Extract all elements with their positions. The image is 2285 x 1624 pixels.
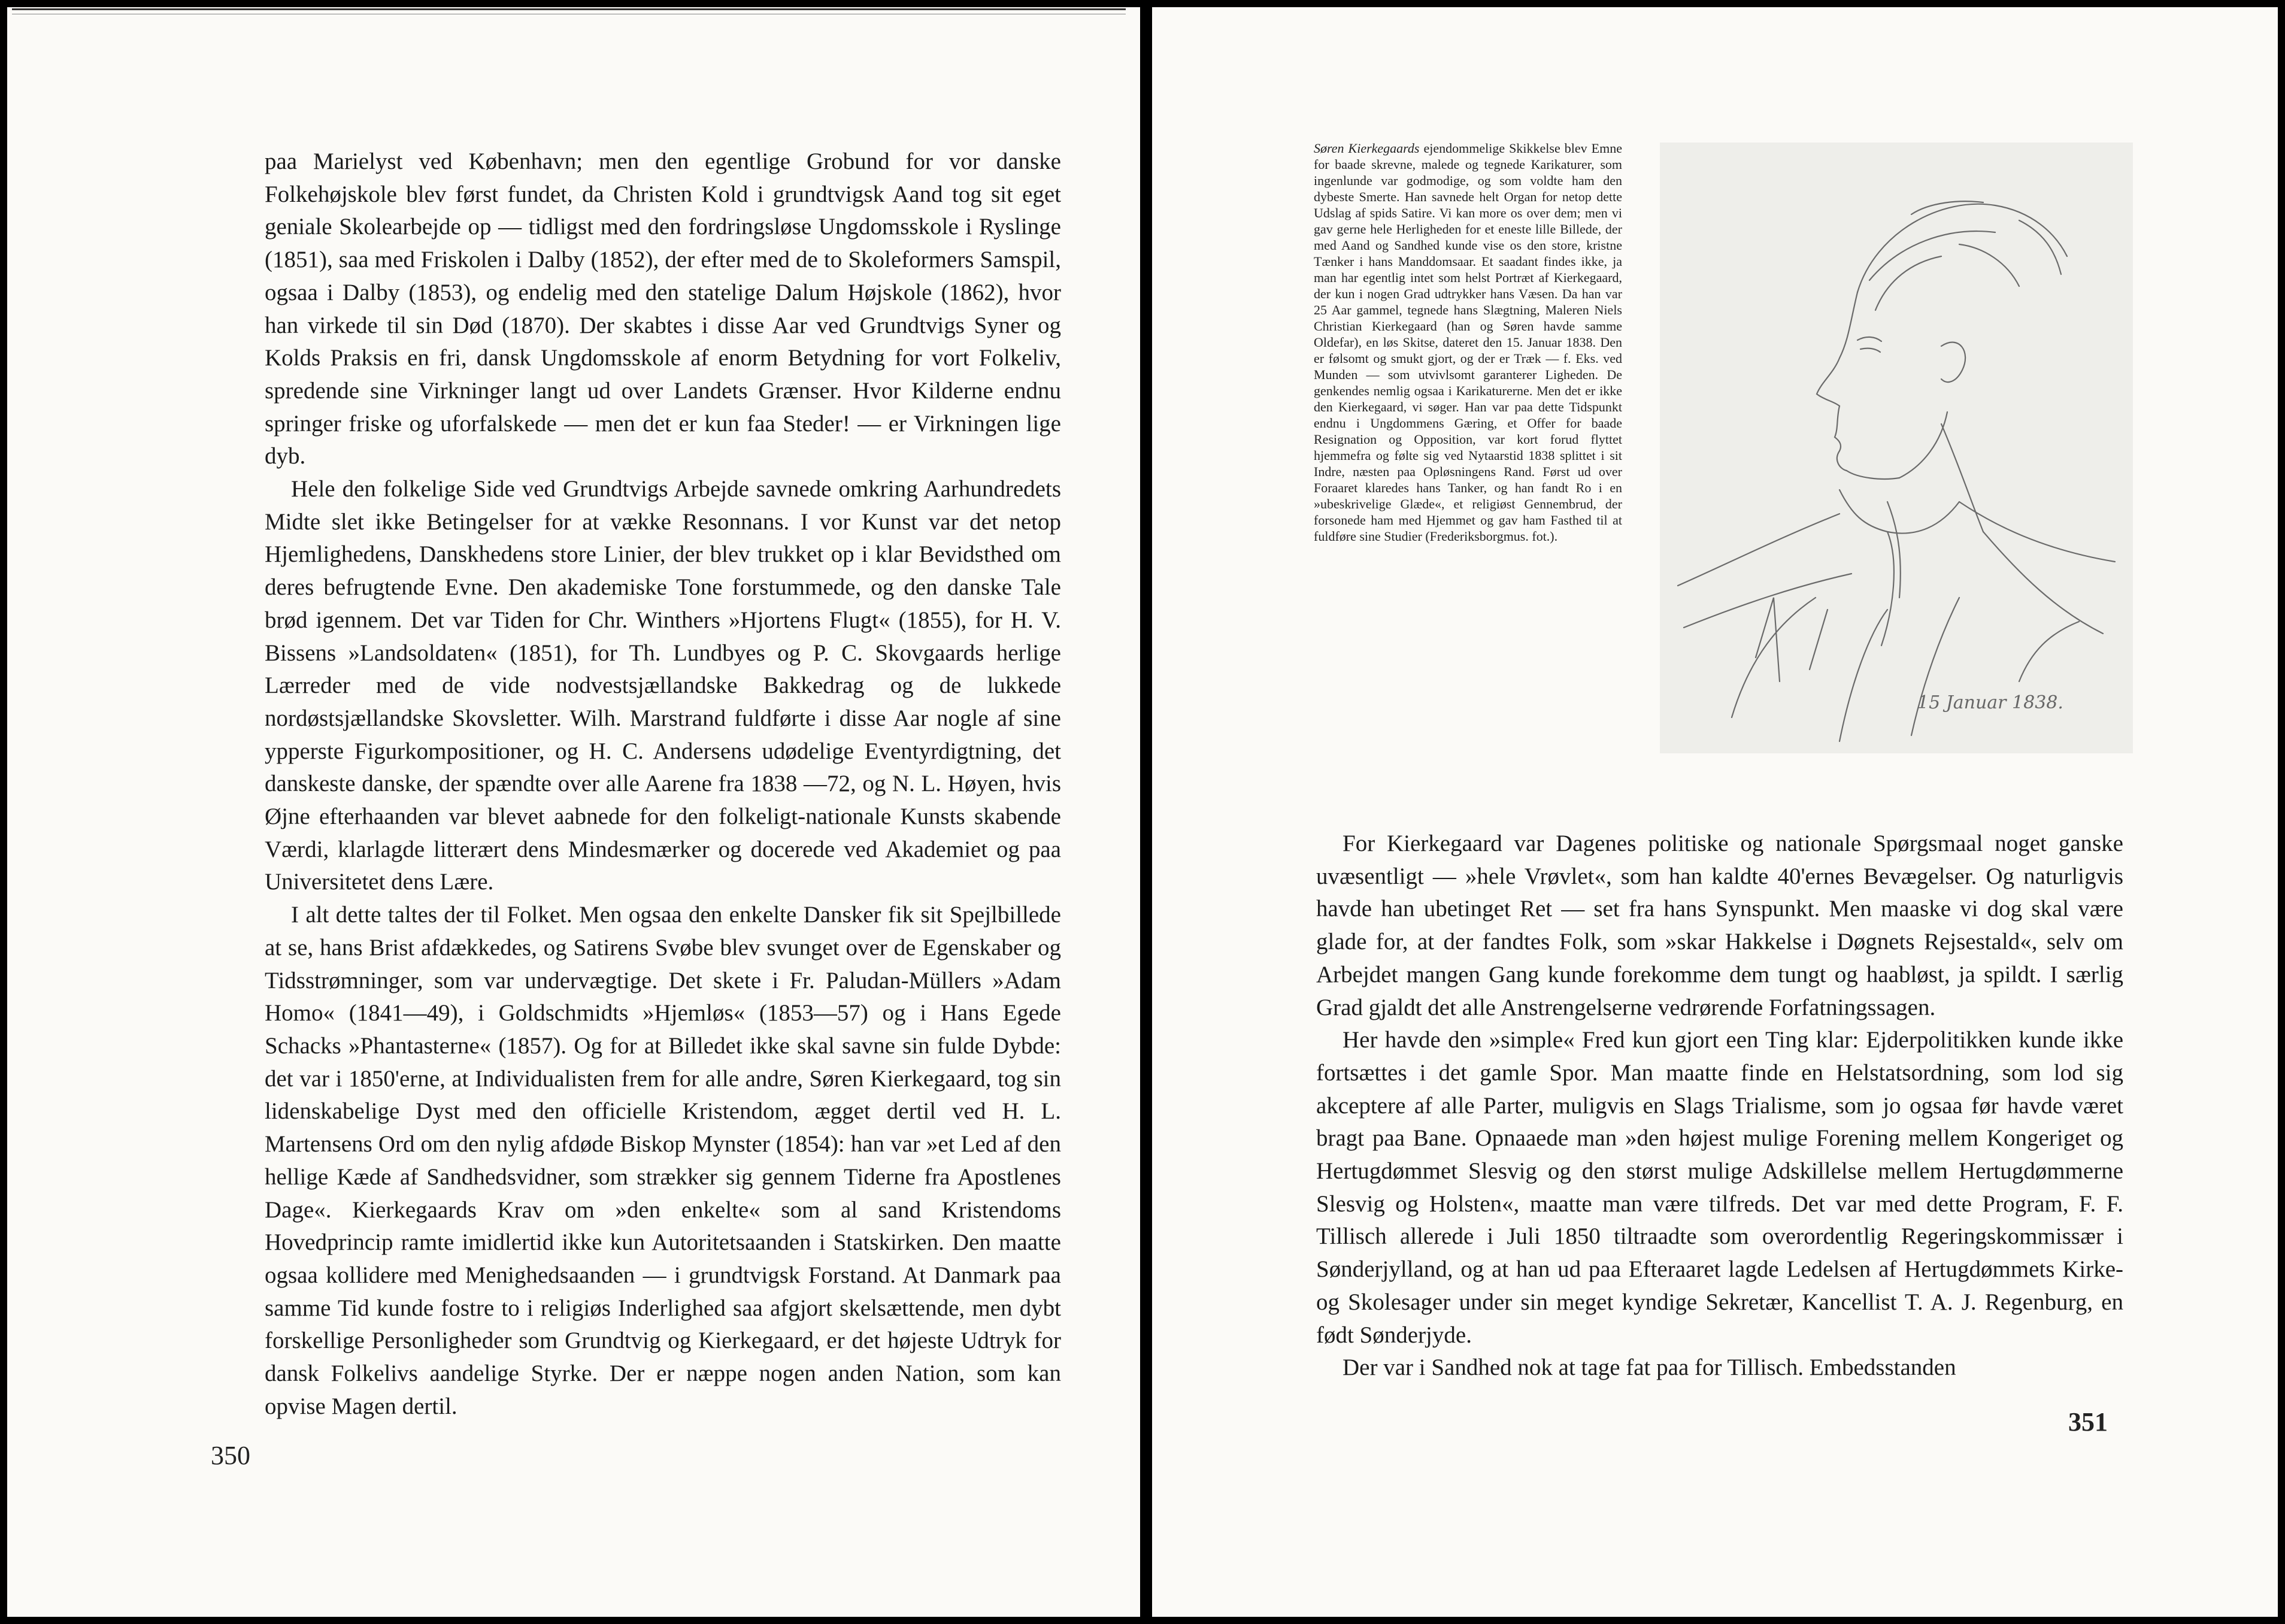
right-page (1152, 7, 2278, 1617)
paragraph: I alt dette taltes der til Folket. Men ogsaa den enkelte Dansker fik sit Spejlbillede at se, hans Brist afdækkedes, og Satirens Svøbe blev svunget over de Egenskaber og Tidsstrømninger, som var undervægtige. Det skete i Fr. Paludan-Müllers »Adam Homo« (1841—49), i Goldschmidts »Hjemløs« (1853—57) og i Hans Egede Schacks »Phantasterne« (1857). Og for at Billedet ikke skal savne sin fulde Dybde: det var i 1850'erne, at Individualisten frem for alle andre, Søren Kierkegaard, tog sin lidenskabelige Dyst med den officielle Kristendom, ægget dertil ved H. L. Martensens Ord om den nylig afdøde Biskop Mynster (1854): han var »et Led af den hellige Kæde af Sandhedsvidner, som strækker sig gennem Tiderne fra Apostlenes Dage«. Kierkegaards Krav om »den enkelte« som al sand Kristendoms Hovedprincip ramte imidlertid ikke kun Autoritetsaanden i Statskirken. Den maatte ogsaa kollidere med Menighedsaanden — i grundtvigsk Forstand. At Danmark paa samme Tid kunde fostre to i religiøs Inderlighed saa afgjort skelsættende, men dybt forskellige Personligheder som Grundtvig og Kierkegaard, er det højeste Udtryk for dansk Folkelivs aandelige Styrke. Der er næppe nogen anden Nation, som kan opvise Magen dertil. (265, 902, 1061, 1419)
paragraph: Der var i Sandhed nok at tage fat paa for Tillisch. Embedsstanden (1342, 1355, 1956, 1381)
book-gutter (1140, 0, 1152, 1624)
sketch-inscription: 15 Januar 1838. (1917, 692, 2063, 713)
kierkegaard-portrait-sketch (1660, 143, 2133, 753)
left-page (7, 7, 1140, 1617)
caption-name: Søren Kierkegaards (1314, 141, 1420, 156)
paragraph: paa Marielyst ved København; men den egentlige Grobund for vor danske Folkehøjskole blev først fundet, da Christen Kold i grundtvigsk Aand tog sit eget geniale Skolearbejde op — tidligst med den fordringsløse Ungdomsskole i Ryslinge (1851), saa med Friskolen i Dalby (1852), der efter med de to Skoleformers Samspil, ogsaa i Dalby (1853), og endelig med den statelige Dalum Højskole (1862), hvor han virkede til sin Død (1870). Der skabtes i disse Aar ved Grundtvigs Syner og Kolds Praksis en fri, dansk Ungdomsskole af enorm Betydning for vort Folkeliv, spredende sine Virkninger langt ud over Landets Grænser. Hvor Kilderne endnu springer friske og uforfalskede — men det er kun faa Steder! — er Virkningen lige dyb. (265, 149, 1061, 469)
figure-caption (1314, 140, 1622, 544)
portrait-drawing (1660, 143, 2133, 753)
paragraph: For Kierkegaard var Dagenes politiske og nationale Spørgsmaal noget ganske uvæsentligt — »hele Vrøvlet«, som han kaldte 40'ernes Bevægelser. Og naturligvis havde han ubetinget Ret — set fra hans Synspunkt. Men maaske vi dog skal være glade for, at der fandtes Folk, som »skar Hakkelse i Døgnets Rejsestald«, selv om Arbejdet mangen Gang kunde forekomme dem tungt og haabløst, ja spildt. I særlig Grad gjaldt det alle Anstrengelserne vedrørende Forfatningssagen. (1316, 831, 2123, 1020)
page-number: 351 (2068, 1407, 2108, 1437)
scan-edge-rule (12, 8, 1126, 14)
paragraph: Her havde den »simple« Fred kun gjort een Ting klar: Ejderpolitikken kunde ikke fortsættes i det gamle Spor. Man maatte finde en Helstatsordning, som lod sig akceptere af alle Parter, muligvis en Slags Trialisme, som jo ogsaa før havde været bragt paa Bane. Opnaaede man »den højest mulige Forening mellem Kongeriget og Hertugdømmet Slesvig og den størst mulige Adskillelse mellem Hertugdømmerne Slesvig og Holsten«, maatte man være tilfreds. Det var med dette Program, F. F. Tillisch allerede i Juli 1850 tiltraadte som overordentlig Regeringskommissær i Sønderjylland, og at han ud paa Efteraaret lagde Ledelsen af Hertugdømmets Kirke- og Skolesager under sin meget kyndige Sekretær, Kancellist T. A. J. Regenburg, en født Sønderjyde. (1316, 1027, 2123, 1348)
page-number: 350 (211, 1441, 250, 1470)
left-page-body (265, 146, 1061, 1423)
paragraph: Hele den folkelige Side ved Grundtvigs Arbejde savnede omkring Aarhundredets Midte slet ikke Betingelser for at vække Resonnans. I vor Kunst var det netop Hjemlighedens, Danskhedens store Linier, der blev trukket op i klar Bevidsthed om deres befrugtende Evne. Den akademiske Tone forstummede, og den danske Tale brød igennem. Det var Tiden for Chr. Winthers »Hjortens Flugt« (1855), for H. V. Bissens »Landsoldaten« (1851), for Th. Lundbyes og P. C. Skovgaards herlige Lærreder med de vide nodvestsjællandske Bakkedrag og de lukkede nordøstsjællandske Skovsletter. Wilh. Marstrand fuldførte i disse Aar nogle af sine ypperste Figurkompositioner, og H. C. Andersens udødelige Eventyrdigtning, det danskeste danske, der spændte over alle Aarene fra 1838 —72, og N. L. Høyen, hvis Øjne efterhaanden var blevet aabnede for den folkeligt-nationale Kunsts skabende Værdi, klarlagde litterært dens Mindesmærker og docerede ved Akademiet og paa Universitetet dens Lære. (265, 476, 1061, 895)
right-page-body (1316, 828, 2123, 1384)
caption-text: ejendommelige Skikkelse blev Emne for baade skrevne, malede og tegnede Karikaturer, som ingenlunde var godmodige, og som voldte ham den dybeste Smerte. Han savnede helt Organ for netop dette Udslag af spids Satire. Vi kan more os over dem; men vi gav gerne hele Herligheden for et eneste lille Billede, der med Aand og Sandhed kunde vise os den store, kristne Tænker i hans Manddomsaar. Et saadant findes ikke, ja man har egentlig intet som helst Portræt af Kierkegaard, der kun i nogen Grad udtrykker hans Væsen. Da han var 25 Aar gammel, tegnede hans Slægtning, Maleren Niels Christian Kierkegaard (han og Søren havde samme Oldefar), en løs Skitse, dateret den 15. Januar 1838. Den er følsomt og smukt gjort, og der er Træk — f. Eks. ved Munden — som utvivlsomt garanterer Ligheden. De genkendes nemlig ogsaa i Karikaturerne. Men det er ikke den Kierkegaard, vi søger. Han var paa dette Tidspunkt endnu i Ungdommens Gæring, et Offer for baade Resignation og Opposition, var kort forud flyttet hjemmefra og følte sig ved Nytaarstid 1838 splittet i sit Indre, næsten paa Opløsningens Rand. Først ud over Foraaret klaredes hans Tanker, og han fandt Ro i en »ubeskrivelige Glæde«, et religiøst Gennembrud, der forsonede ham med Hjemmet og gav ham Fasthed til at fuldføre sine Studier (Frederiksborgmus. fot.). (1314, 141, 1622, 544)
